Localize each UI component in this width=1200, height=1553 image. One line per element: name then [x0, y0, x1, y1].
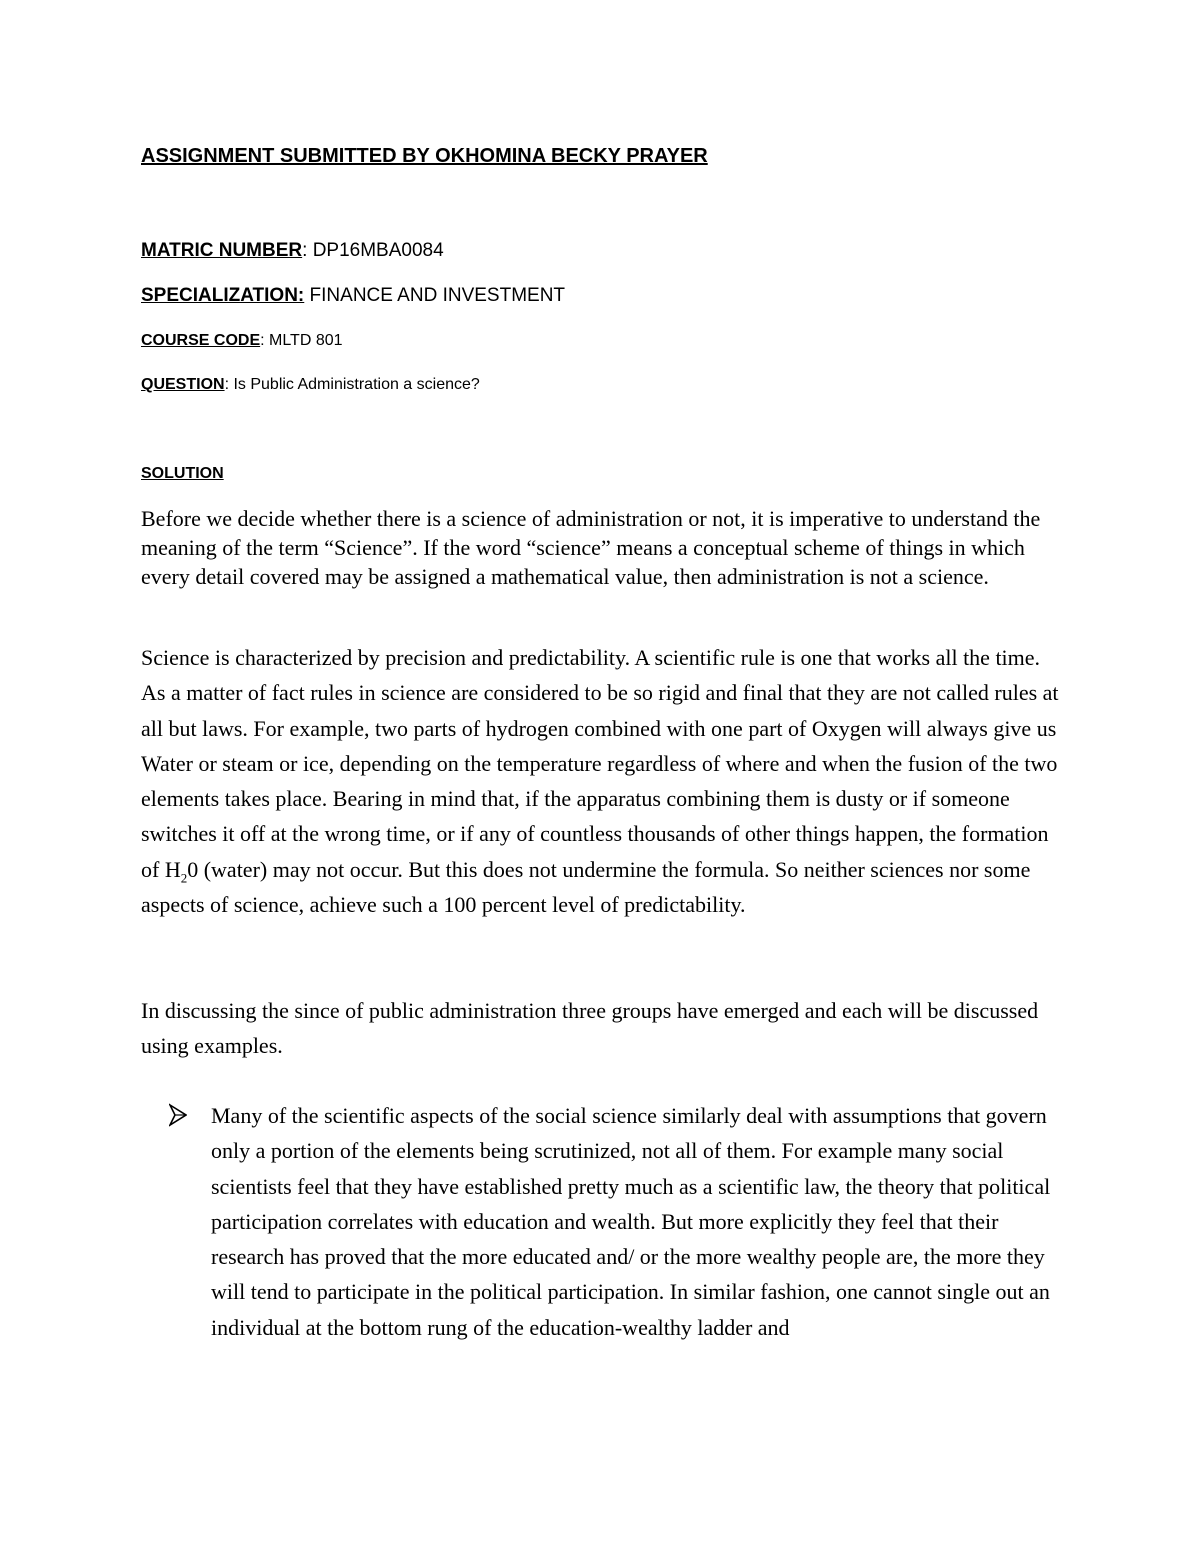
subscript-two: 2 — [180, 870, 188, 886]
assignment-title: ASSIGNMENT SUBMITTED BY OKHOMINA BECKY PRAYER — [141, 145, 708, 167]
paragraph-three-groups: In discussing the since of public administration three groups have emerged and each will be discussed using examples. — [141, 998, 1039, 1059]
specialization-line — [141, 285, 565, 307]
matric-number-value: : DP16MBA0084 — [302, 240, 444, 261]
course-code-value: : MLTD 801 — [260, 332, 343, 349]
question-line — [141, 376, 480, 394]
paragraph-science-definition: Before we decide whether there is a science of administration or not, it is imperative to understand the meaning of the term “Science”. If the word “science” means a conceptual scheme of things in which every detail covered may be assigned a mathematical value, then administration is not a science. — [141, 506, 1041, 589]
list-item — [141, 1098, 1061, 1345]
arrowhead-bullet-icon — [169, 1103, 187, 1127]
matric-number-line — [141, 240, 444, 262]
specialization-value: FINANCE AND INVESTMENT — [304, 285, 566, 306]
question-label: QUESTION — [141, 376, 225, 393]
bullet-text: Many of the scientific aspects of the social science similarly deal with assumptions that govern only a portion of the elements being scrutinized, not all of them. For example many social scientists feel that they have established pretty much as a scientific law, the theory that political participation correlates with education and wealth. But more explicitly they feel that their research has proved that the more educated and/ or the more wealthy people are, the more they will tend to participate in the political participation. In similar fashion, one cannot single out an individual at the bottom rung of the education-wealthy ladder and — [211, 1103, 1051, 1340]
solution-heading: SOLUTION — [141, 465, 224, 482]
specialization-label: SPECIALIZATION: — [141, 285, 305, 306]
paragraph2-text-part2: 0 (water) may not occur. But this does not undermine the formula. So neither sciences nor some aspects of science, achieve such a 100 percent level of predictability. — [141, 856, 1031, 918]
matric-number-label: MATRIC NUMBER — [141, 240, 303, 261]
course-code-line — [141, 332, 343, 350]
question-value: : Is Public Administration a science? — [224, 376, 480, 393]
paragraph2-text-part1: Science is characterized by precision and predictability. A scientific rule is one that works all the time. As a matter of fact rules in science are considered to be so rigid and final that they are not called rules at all but laws. For example, two parts of hydrogen combined with one part of Oxygen will always give us Water or steam or ice, depending on the temperature regardless of where and when the fusion of the two elements takes place. Bearing in mind that, if the apparatus combining them is dusty or if someone switches it off at the wrong time, or if any of countless thousands of other things happen, the formation of H — [141, 645, 1059, 882]
paragraph-precision-predictability — [141, 640, 1061, 922]
course-code-label: COURSE CODE — [141, 332, 261, 349]
